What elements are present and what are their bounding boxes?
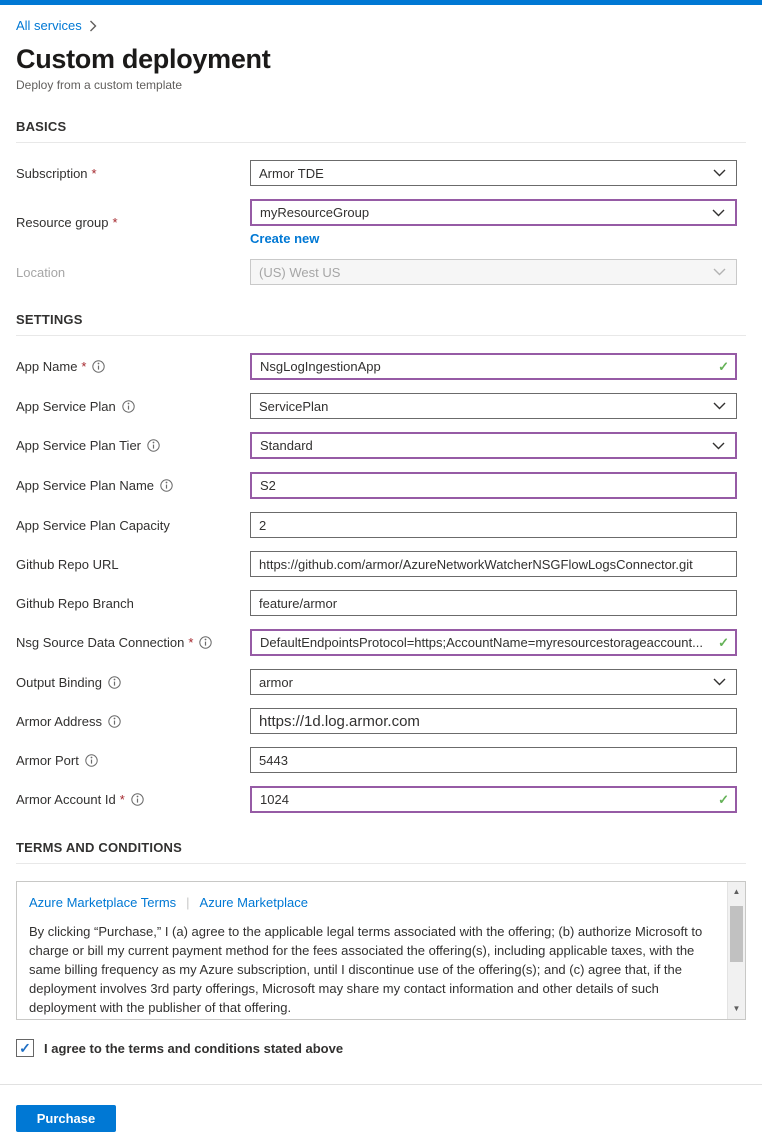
subscription-label-cell <box>16 166 250 181</box>
basics-section-heading: BASICS <box>16 119 67 134</box>
github-repo-branch-row <box>16 590 746 616</box>
armor-address-input[interactable] <box>250 708 737 734</box>
scroll-up-icon[interactable]: ▲ <box>732 887 741 896</box>
app-service-plan-label-cell <box>16 399 250 414</box>
github-repo-branch-control-cell <box>250 590 737 616</box>
app-name-row <box>16 353 746 380</box>
app-service-plan-tier-label: App Service Plan Tier <box>16 438 142 453</box>
terms-links <box>29 893 713 912</box>
github-repo-branch-label-cell <box>16 596 250 611</box>
page-subtitle: Deploy from a custom template <box>16 78 183 92</box>
azure-top-accent-bar <box>0 0 762 5</box>
valid-check-icon: ✓ <box>718 358 729 374</box>
azure-marketplace-terms-link[interactable]: Azure Marketplace Terms <box>29 895 177 910</box>
valid-check-icon: ✓ <box>718 634 729 650</box>
armor-address-label: Armor Address <box>16 713 102 729</box>
location-control-cell <box>250 259 737 285</box>
output-binding-value: armor <box>259 674 293 690</box>
app-service-plan-name-label: App Service Plan Name <box>16 478 155 493</box>
info-icon[interactable] <box>122 400 135 413</box>
resource-group-value: myResourceGroup <box>260 205 370 220</box>
armor-account-id-control-cell <box>250 786 737 813</box>
armor-port-label-cell <box>16 753 250 768</box>
scrollbar-thumb[interactable] <box>730 906 743 962</box>
app-service-plan-name-input[interactable] <box>250 472 737 499</box>
resource-group-control-cell <box>250 199 737 246</box>
subscription-dropdown[interactable] <box>250 160 737 186</box>
location-value: (US) West US <box>259 264 341 280</box>
resource-group-label-cell <box>16 215 250 230</box>
github-repo-url-label: Github Repo URL <box>16 556 119 572</box>
subscription-label: Subscription <box>16 165 88 181</box>
subscription-row <box>16 160 746 186</box>
chevron-down-icon <box>713 402 726 411</box>
required-asterisk: * <box>112 215 118 230</box>
info-icon[interactable] <box>108 676 121 689</box>
location-row <box>16 259 746 285</box>
required-asterisk: * <box>91 165 97 181</box>
info-icon[interactable] <box>160 479 173 492</box>
location-label: Location <box>16 264 66 280</box>
chevron-down-icon <box>712 441 725 450</box>
basics-divider <box>16 142 746 143</box>
armor-port-row <box>16 747 746 773</box>
app-service-plan-tier-value: Standard <box>260 438 313 453</box>
armor-port-input[interactable] <box>250 747 737 773</box>
armor-port-control-cell <box>250 747 737 773</box>
github-repo-url-control-cell <box>250 551 737 577</box>
checkbox-check-icon: ✓ <box>19 1039 31 1056</box>
location-dropdown <box>250 259 737 285</box>
terms-section-heading: TERMS AND CONDITIONS <box>16 840 183 855</box>
app-service-plan-tier-row <box>16 432 746 459</box>
app-service-plan-capacity-label: App Service Plan Capacity <box>16 517 170 533</box>
chevron-down-icon <box>712 208 725 217</box>
settings-section-heading: SETTINGS <box>16 312 83 327</box>
app-name-label-cell <box>16 359 250 374</box>
footer-divider <box>0 1084 762 1085</box>
armor-account-id-row <box>16 786 746 813</box>
armor-account-id-label: Armor Account Id <box>16 792 116 807</box>
info-icon[interactable] <box>92 360 105 373</box>
app-service-plan-capacity-input[interactable] <box>250 512 737 538</box>
required-asterisk: * <box>188 635 194 650</box>
info-icon[interactable] <box>85 754 98 767</box>
nsg-source-data-connection-input[interactable] <box>250 629 737 656</box>
app-name-label: App Name <box>16 359 78 374</box>
custom-deployment-page <box>0 18 762 1132</box>
nsg-source-data-connection-row <box>16 629 746 656</box>
app-name-input[interactable] <box>250 353 737 380</box>
output-binding-dropdown[interactable] <box>250 669 737 695</box>
location-label-cell <box>16 265 250 280</box>
scroll-down-icon[interactable]: ▼ <box>732 1004 741 1013</box>
breadcrumb-all-services-link[interactable]: All services <box>16 18 82 33</box>
terms-body-text: By clicking “Purchase,” I (a) agree to the applicable legal terms associated with the offering; (b) authorize Microsoft to charge or bill my current payment method for the fees associated the offering(s), including applicable taxes, with the same billing frequency as my Azure subscription, until I discontinue use of the offering(s); and (c) agree that, if the deployment involves 3rd party offerings, Microsoft may share my contact information and other details of such deployment with the publisher of that offering. <box>29 924 703 1015</box>
valid-check-icon: ✓ <box>718 791 729 807</box>
settings-divider <box>16 335 746 336</box>
info-icon[interactable] <box>147 439 160 452</box>
app-service-plan-name-label-cell <box>16 478 250 493</box>
page-title: Custom deployment <box>16 44 271 74</box>
app-service-plan-tier-control-cell <box>250 432 737 459</box>
nsg-source-data-connection-label-cell <box>16 635 250 650</box>
app-name-control-cell <box>250 353 737 380</box>
github-repo-url-label-cell <box>16 557 250 572</box>
nsg-source-data-connection-control-cell <box>250 629 737 656</box>
required-asterisk: * <box>81 359 87 374</box>
terms-scrollbar[interactable] <box>727 882 745 1019</box>
app-service-plan-capacity-label-cell <box>16 518 250 533</box>
output-binding-row <box>16 669 746 695</box>
azure-marketplace-link[interactable]: Azure Marketplace <box>199 895 308 910</box>
armor-address-row <box>16 708 746 734</box>
app-service-plan-tier-dropdown[interactable] <box>250 432 737 459</box>
agree-checkbox[interactable] <box>16 1039 34 1057</box>
agree-label: I agree to the terms and conditions stated above <box>44 1040 344 1056</box>
chevron-down-icon <box>713 169 726 178</box>
subscription-control-cell <box>250 160 737 186</box>
app-service-plan-name-control-cell <box>250 472 737 499</box>
breadcrumb <box>16 18 746 33</box>
resource-group-row <box>16 199 746 246</box>
terms-divider <box>16 863 746 864</box>
required-asterisk: * <box>119 792 125 807</box>
output-binding-label: Output Binding <box>16 674 103 690</box>
info-icon[interactable] <box>131 793 144 806</box>
app-service-plan-tier-label-cell <box>16 438 250 453</box>
app-service-plan-value: ServicePlan <box>259 398 329 414</box>
github-repo-branch-label: Github Repo Branch <box>16 595 134 611</box>
info-icon[interactable] <box>199 636 212 649</box>
terms-and-conditions-box <box>16 881 746 1020</box>
armor-port-label: Armor Port <box>16 752 79 768</box>
app-service-plan-capacity-row <box>16 512 746 538</box>
app-service-plan-control-cell <box>250 393 737 419</box>
app-service-plan-row <box>16 393 746 419</box>
armor-address-control-cell <box>250 708 737 734</box>
output-binding-control-cell <box>250 669 737 695</box>
create-new-link[interactable]: Create new <box>250 231 320 246</box>
app-service-plan-name-row <box>16 472 746 499</box>
github-repo-branch-input[interactable] <box>250 590 737 616</box>
chevron-down-icon <box>713 678 726 687</box>
agree-row <box>16 1039 746 1057</box>
armor-account-id-label-cell <box>16 792 250 807</box>
app-service-plan-capacity-control-cell <box>250 512 737 538</box>
armor-account-id-input[interactable] <box>250 786 737 813</box>
output-binding-label-cell <box>16 675 250 690</box>
resource-group-label: Resource group <box>16 215 109 230</box>
github-repo-url-row <box>16 551 746 577</box>
armor-address-label-cell <box>16 714 250 729</box>
resource-group-dropdown[interactable] <box>250 199 737 226</box>
chevron-down-icon <box>713 268 726 277</box>
purchase-button[interactable]: Purchase <box>16 1105 116 1132</box>
github-repo-url-input[interactable] <box>250 551 737 577</box>
link-separator: | <box>186 895 190 910</box>
info-icon[interactable] <box>108 715 121 728</box>
subscription-value: Armor TDE <box>259 165 324 181</box>
app-service-plan-dropdown[interactable] <box>250 393 737 419</box>
app-service-plan-label: App Service Plan <box>16 398 116 414</box>
nsg-source-data-connection-label: Nsg Source Data Connection <box>16 635 185 650</box>
chevron-right-icon <box>89 20 97 32</box>
